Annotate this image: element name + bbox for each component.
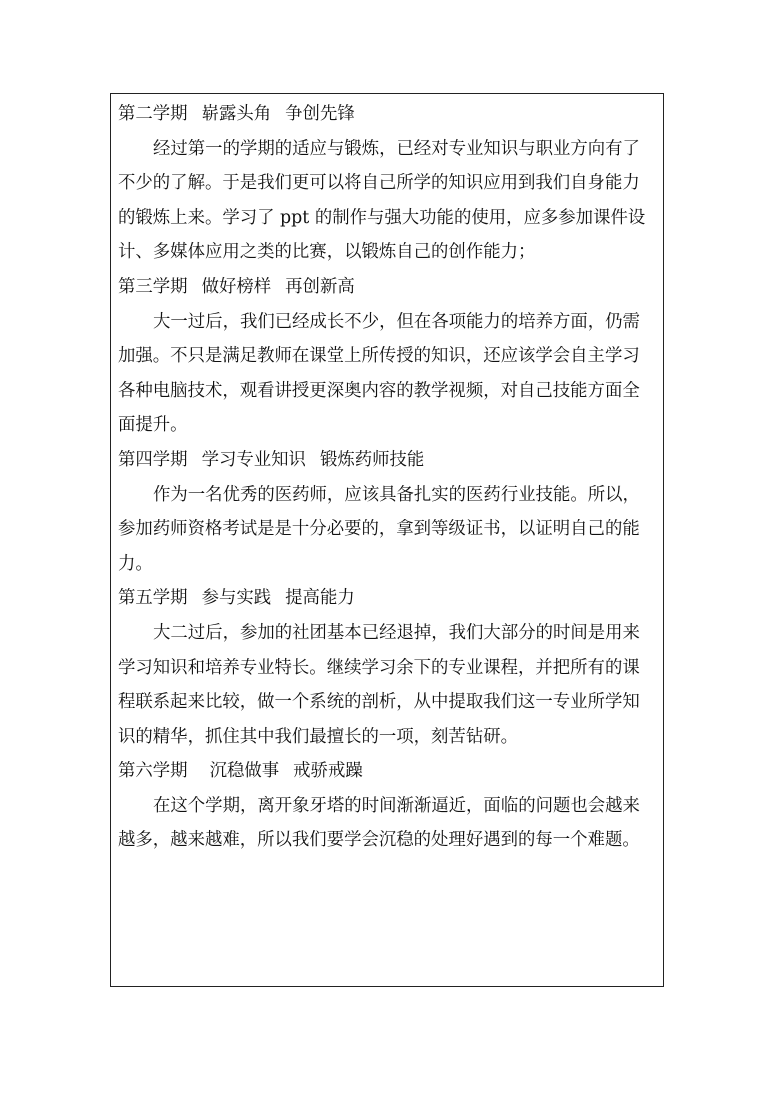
heading-theme-1: 学习专业知识 [201,449,306,470]
heading-theme-2: 提高能力 [285,588,355,609]
heading-semester: 第四学期 [118,449,188,470]
section-heading [118,270,658,305]
paragraph-line: 大一过后，我们已经成长不少，但在各项能力的培养方面，仍需 [153,311,640,332]
paragraph-line: 力。 [118,553,153,574]
section-heading [118,443,658,478]
paragraph-line: 识的精华，抓住其中我们最擅长的一项，刻苦钻研。 [118,726,518,747]
section-heading [118,754,658,789]
paragraph-line: 面提升。 [118,415,188,436]
heading-semester: 第二学期 [118,104,188,124]
heading-theme-2: 争创先锋 [285,104,355,124]
heading-semester: 第六学期 [118,761,188,782]
heading-semester: 第五学期 [118,588,188,609]
paragraph-line: 加强。不只是满足教师在课堂上所传授的知识，还应该学会自主学习 [118,346,640,367]
document-body [118,97,658,858]
heading-theme-1: 参与实践 [201,588,272,609]
paragraph-line: 参加药师资格考试是是十分必要的，拿到等级证书，以证明自己的能 [118,519,640,540]
paragraph-line: 计、多媒体应用之类的比赛，以锻炼自己的创作能力； [118,242,536,263]
section-heading [118,581,658,616]
heading-theme-1: 做好榜样 [201,276,272,297]
paragraph-line: 作为一名优秀的医药师，应该具备扎实的医药行业技能。所以， [153,484,640,505]
paragraph-line: 程联系起来比较，做一个系统的剖析，从中提取我们这一专业所学知 [118,692,640,713]
heading-theme-2: 戒骄戒躁 [293,761,363,782]
heading-theme-2: 锻炼药师技能 [319,449,425,470]
paragraph-line: 越多，越来越难，所以我们要学会沉稳的处理好遇到的每一个难题。 [118,830,640,851]
heading-theme-1: 崭露头角 [201,104,272,124]
paragraph-line: 各种电脑技术，观看讲授更深奥内容的教学视频，对自己技能方面全 [118,380,640,401]
paragraph-line: 经过第一的学期的适应与锻炼，已经对专业知识与职业方向有了 [153,138,640,159]
paragraph-line: 学习知识和培养专业特长。继续学习余下的专业课程，并把所有的课 [118,657,640,678]
heading-theme-1: 沉稳做事 [209,761,280,782]
paragraph-line: 大二过后，参加的社团基本已经退掉，我们大部分的时间是用来 [153,622,640,643]
paragraph-line: 在这个学期，离开象牙塔的时间渐渐逼近，面临的问题也会越来 [153,795,640,816]
heading-semester: 第三学期 [118,276,188,297]
heading-theme-2: 再创新高 [285,276,355,297]
paragraph-line: 的锻炼上来。学习了 ppt 的制作与强大功能的使用，应多参加课件设 [118,207,646,228]
paragraph-line: 不少的了解。于是我们更可以将自己所学的知识应用到我们自身能力 [118,173,640,194]
section-heading [118,97,658,132]
